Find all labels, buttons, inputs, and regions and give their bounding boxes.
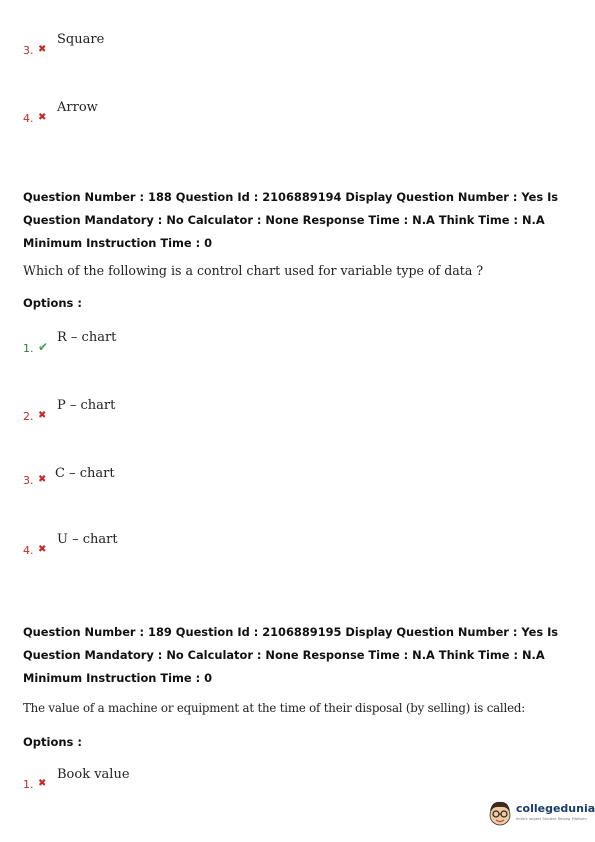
check-icon: ✔ — [38, 340, 49, 354]
question-text: The value of a machine or equipment at the time of their disposal (by selling) is called: — [23, 701, 525, 715]
option-number: 3. — [23, 474, 34, 487]
cross-icon: ✖ — [38, 544, 47, 555]
options-label: Options : — [23, 296, 82, 310]
cross-icon: ✖ — [38, 410, 47, 421]
option-text: U – chart — [57, 532, 118, 547]
question-text: Which of the following is a control chart used for variable type of data ? — [23, 263, 484, 278]
option-text: Book value — [57, 767, 130, 782]
option-text: R – chart — [57, 330, 117, 345]
option-number: 3. — [23, 44, 34, 57]
cross-icon: ✖ — [38, 112, 47, 123]
option-number: 1. — [23, 342, 34, 355]
option-text: Arrow — [57, 100, 98, 115]
option-number: 1. — [23, 778, 34, 791]
option-text: Square — [57, 32, 105, 47]
option-number: 4. — [23, 544, 34, 557]
brand-name: collegedunia — [516, 802, 595, 815]
option-text: C – chart — [55, 466, 115, 481]
question-metadata: Question Number : 189 Question Id : 2106889195 Display Question Number : Yes Is Question Mandatory : No Calculator : None Response Time : N.A Think Time : N.A Minimum Instruction Time : 0 — [23, 625, 559, 685]
mascot-icon — [486, 799, 514, 829]
option-text: P – chart — [57, 398, 116, 413]
option-number: 2. — [23, 410, 34, 423]
cross-icon: ✖ — [38, 44, 47, 55]
cross-icon: ✖ — [38, 474, 47, 485]
collegedunia-logo — [486, 799, 595, 831]
options-label: Options : — [23, 735, 82, 749]
question-metadata: Question Number : 188 Question Id : 2106889194 Display Question Number : Yes Is Question Mandatory : No Calculator : None Response Time : N.A Think Time : N.A Minimum Instruction Time : 0 — [23, 190, 559, 250]
option-number: 4. — [23, 112, 34, 125]
cross-icon: ✖ — [38, 778, 47, 789]
brand-tagline: India's largest Student Review Platform — [516, 817, 587, 821]
